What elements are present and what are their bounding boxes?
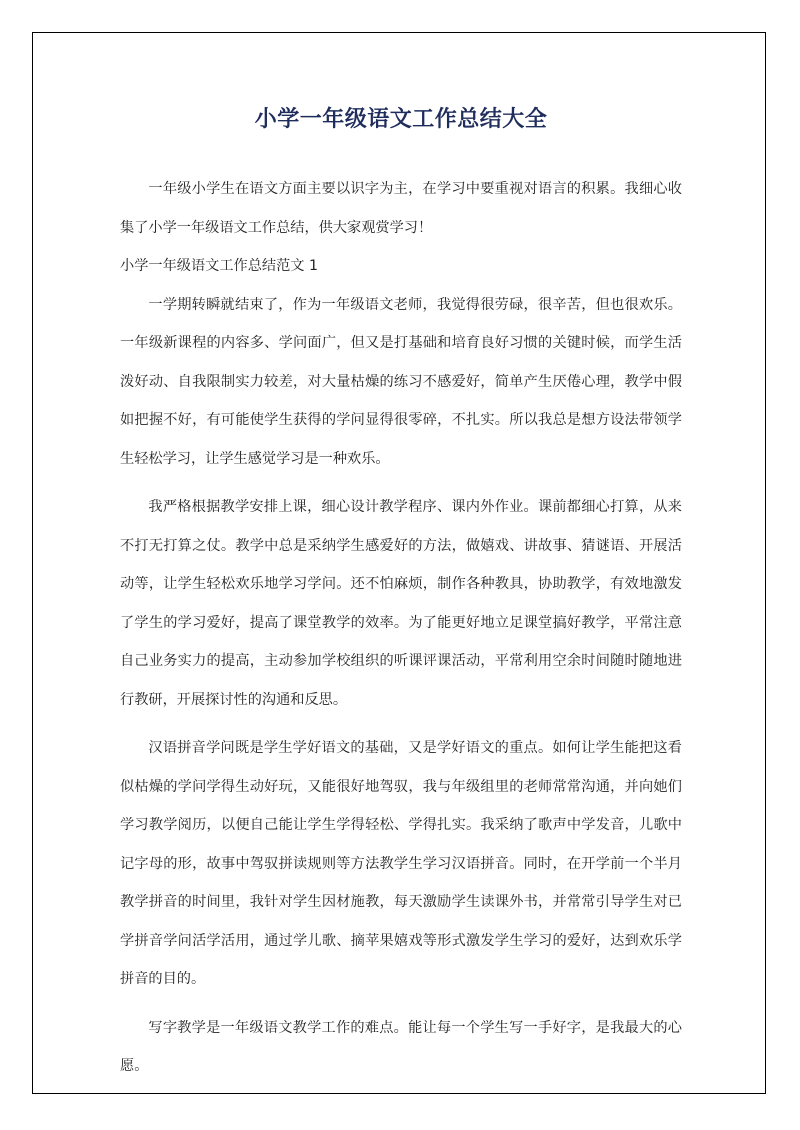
document-title: 小学一年级语文工作总结大全 xyxy=(254,107,548,132)
section-heading: 小学一年级语文工作总结范文 1 xyxy=(120,258,318,274)
document-body xyxy=(120,96,682,1086)
body-paragraph-1: 一学期转瞬就结束了，作为一年级语文老师，我觉得很劳碌，很辛苦，但也很欢乐。一年级新课程的内容多、学问面广，但又是打基础和培育良好习惯的关键时候，而学生活泼好动、自我限制实力较差，对大量枯燥的练习不感爱好，简单产生厌倦心理，教学中假如把握不好，有可能使学生获得的学问显得很零碎，不扎实。所以我总是想方设法带领学生轻松学习，让学生感觉学习是一种欢乐。 xyxy=(120,296,682,467)
body-paragraph-2: 我严格根据教学安排上课，细心设计教学程序、课内外作业。课前都细心打算，从来不打无打算之仗。教学中总是采纳学生感爱好的方法，做嬉戏、讲故事、猜谜语、开展活动等，让学生轻松欢乐地学习学问。还不怕麻烦，制作各种教具，协助教学，有效地激发了学生的学习爱好，提高了课堂教学的效率。为了能更好地立足课堂搞好教学，平常注意自己业务实力的提高，主动参加学校组织的听课评课活动，平常利用空余时间随时随地进行教研，开展探讨性的沟通和反思。 xyxy=(120,499,682,708)
intro-paragraph: 一年级小学生在语文方面主要以识字为主，在学习中要重视对语言的积累。我细心收集了小学一年级语文工作总结，供大家观赏学习！ xyxy=(120,181,682,236)
body-paragraph-3: 汉语拼音学问既是学生学好语文的基础，又是学好语文的重点。如何让学生能把这看似枯燥的学问学得生动好玩，又能很好地驾驭，我与年级组里的老师常常沟通，并向她们学习教学阅历，以便自己能让学生学得轻松、学得扎实。我采纳了歌声中学发音，儿歌中记字母的形，故事中驾驭拼读规则等方法教学生学习汉语拼音。同时，在开学前一个半月教学拼音的时间里，我针对学生因材施教，每天激励学生读课外书，并常常引导学生对已学拼音学问活学活用，通过学儿歌、摘苹果嬉戏等形式激发学生学习的爱好，达到欢乐学拼音的目的。 xyxy=(120,740,682,987)
body-paragraph-4: 写字教学是一年级语文教学工作的难点。能让每一个学生写一手好字，是我最大的心愿。 xyxy=(120,1019,682,1074)
